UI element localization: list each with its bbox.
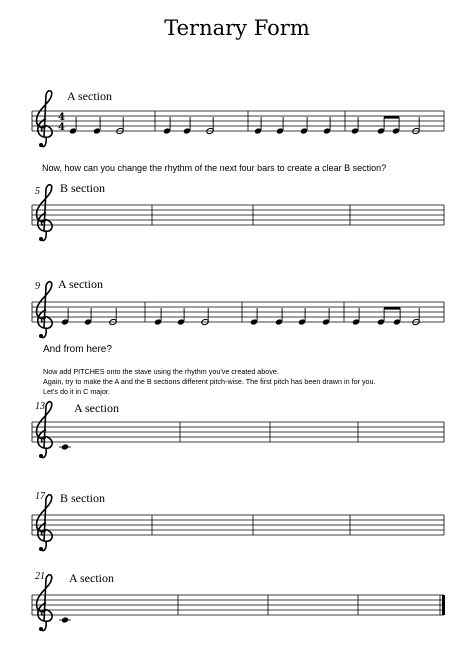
measure-number-21: 21 xyxy=(35,571,45,582)
staff-system-4 xyxy=(32,402,444,458)
page-title: Ternary Form xyxy=(164,16,310,40)
and-from-here-text: And from here? xyxy=(43,344,112,355)
measure-number-13: 13 xyxy=(35,401,45,412)
treble-clef-icon xyxy=(37,282,53,338)
section-label-2: B section xyxy=(60,181,105,195)
section-label-4: A section xyxy=(74,401,119,415)
section-label-6: A section xyxy=(69,571,114,585)
measure-number-17: 17 xyxy=(35,491,45,502)
middle-c-note xyxy=(61,616,69,623)
treble-clef-icon xyxy=(37,495,53,551)
treble-clef-icon xyxy=(37,185,53,241)
time-signature-top: 4 xyxy=(58,112,65,123)
instruction-line-1: Now add PITCHES onto the stave using the rhythm you've created above. xyxy=(43,367,279,376)
instruction-line-3: Let's do it in C major. xyxy=(43,387,110,396)
treble-clef-icon xyxy=(37,91,53,147)
measure-number-9: 9 xyxy=(35,281,40,292)
section-label-1: A section xyxy=(67,89,112,103)
rhythm-question: Now, how can you change the rhythm of the next four bars to create a clear B section? xyxy=(42,163,387,173)
instruction-line-2: Again, try to make the A and the B sections different pitch-wise. The first pitch has been drawn in for you. xyxy=(43,377,376,386)
section-label-5: B section xyxy=(60,491,105,505)
measure-number-5: 5 xyxy=(35,186,40,197)
staff-system-6 xyxy=(32,575,445,631)
section-label-3: A section xyxy=(58,277,103,291)
eighth-beam xyxy=(384,307,400,310)
staff-system-2 xyxy=(32,185,444,241)
middle-c-note xyxy=(61,443,69,450)
eighth-beam xyxy=(384,116,399,119)
treble-clef-icon xyxy=(37,402,53,458)
time-signature-bottom: 4 xyxy=(58,122,65,133)
final-barline xyxy=(442,595,445,615)
treble-clef-icon xyxy=(37,575,53,631)
staff-system-5 xyxy=(32,495,444,551)
staff-system-1 xyxy=(32,91,444,147)
staff-system-3 xyxy=(32,282,444,338)
